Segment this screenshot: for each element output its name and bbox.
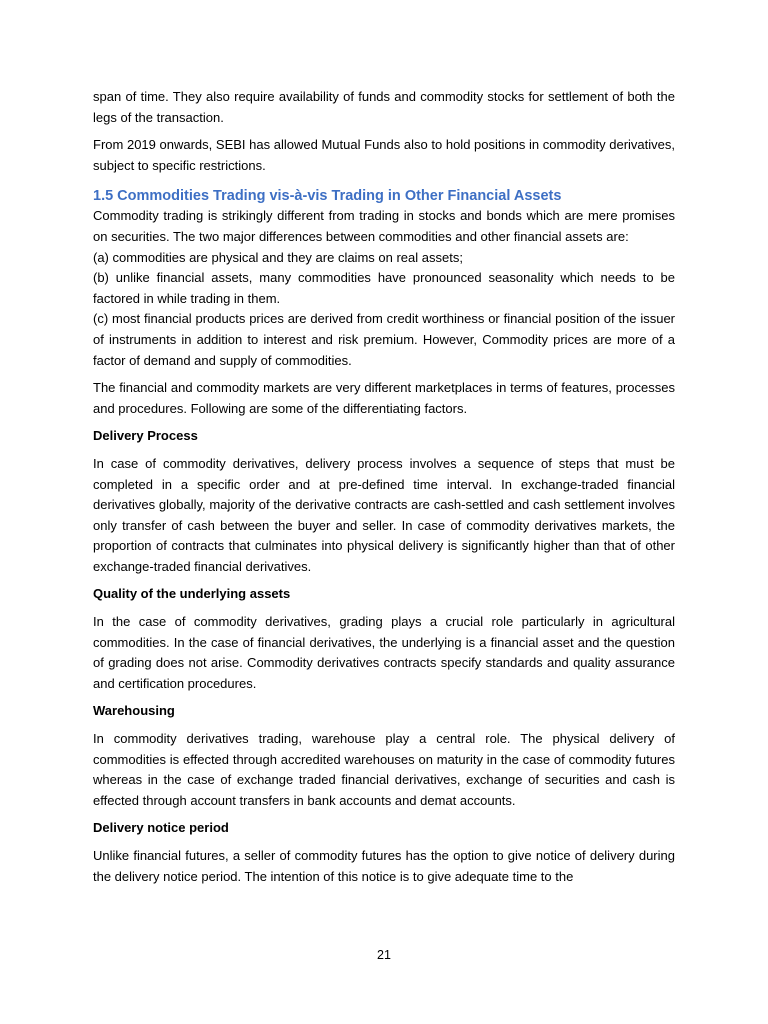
subheading-warehousing: Warehousing bbox=[93, 703, 175, 719]
document-page bbox=[93, 87, 675, 887]
list-item-c: (c) most financial products prices are derived from credit worthiness or financial position of the issuer of instruments in addition to interest and risk premium. However, Commodity prices are more of a factor of demand and supply of commodities. bbox=[93, 311, 675, 368]
paragraph-delivery-process: In case of commodity derivatives, delivery process involves a sequence of steps that must be completed in a specific order and at pre-defined time interval. In exchange-traded financial derivatives globally, majority of the derivative contracts are cash-settled and cash settlement involves only transfer of cash between the buyer and seller. In case of commodity derivatives markets, the proportion of contracts that culminates into physical delivery is significantly higher than that of other exchange-traded financial derivatives. bbox=[93, 455, 675, 574]
section-heading: 1.5 Commodities Trading vis-à-vis Trading in Other Financial Assets bbox=[93, 188, 562, 205]
section-summary: The financial and commodity markets are very different marketplaces in terms of features, processes and procedures. Following are some of the differentiating factors. bbox=[93, 380, 675, 416]
paragraph-settlement: span of time. They also require availability of funds and commodity stocks for settlement of both the legs of the transaction. bbox=[93, 89, 675, 125]
paragraph-quality: In the case of commodity derivatives, grading plays a crucial role particularly in agricultural commodities. In the case of financial derivatives, the underlying is a financial asset and the question of grading does not arise. Commodity derivatives contracts specify standards and quality assurance and certification procedures. bbox=[93, 614, 675, 691]
paragraph-delivery-notice: Unlike financial futures, a seller of commodity futures has the option to give notice of delivery during the delivery notice period. The intention of this notice is to give adequate time to the bbox=[93, 848, 675, 884]
subheading-delivery-notice: Delivery notice period bbox=[93, 820, 229, 836]
list-item-a: (a) commodities are physical and they are claims on real assets; bbox=[93, 249, 463, 265]
page-number: 21 bbox=[377, 948, 391, 962]
paragraph-sebi-mutual-funds: From 2019 onwards, SEBI has allowed Mutual Funds also to hold positions in commodity derivatives, subject to specific restrictions. bbox=[93, 137, 675, 173]
section-intro: Commodity trading is strikingly different from trading in stocks and bonds which are mere promises on securities. The two major differences between commodities and other financial assets are: bbox=[93, 208, 675, 244]
subheading-quality: Quality of the underlying assets bbox=[93, 586, 291, 602]
paragraph-warehousing: In commodity derivatives trading, warehouse play a central role. The physical delivery of commodities is effected through accredited warehouses on maturity in the case of commodity futures whereas in the case of exchange traded financial derivatives, exchange of securities and cash is effected through account transfers in bank accounts and demat accounts. bbox=[93, 731, 675, 808]
subheading-delivery-process: Delivery Process bbox=[93, 428, 198, 444]
list-item-b: (b) unlike financial assets, many commodities have pronounced seasonality which needs to be factored in while trading in them. bbox=[93, 270, 675, 306]
